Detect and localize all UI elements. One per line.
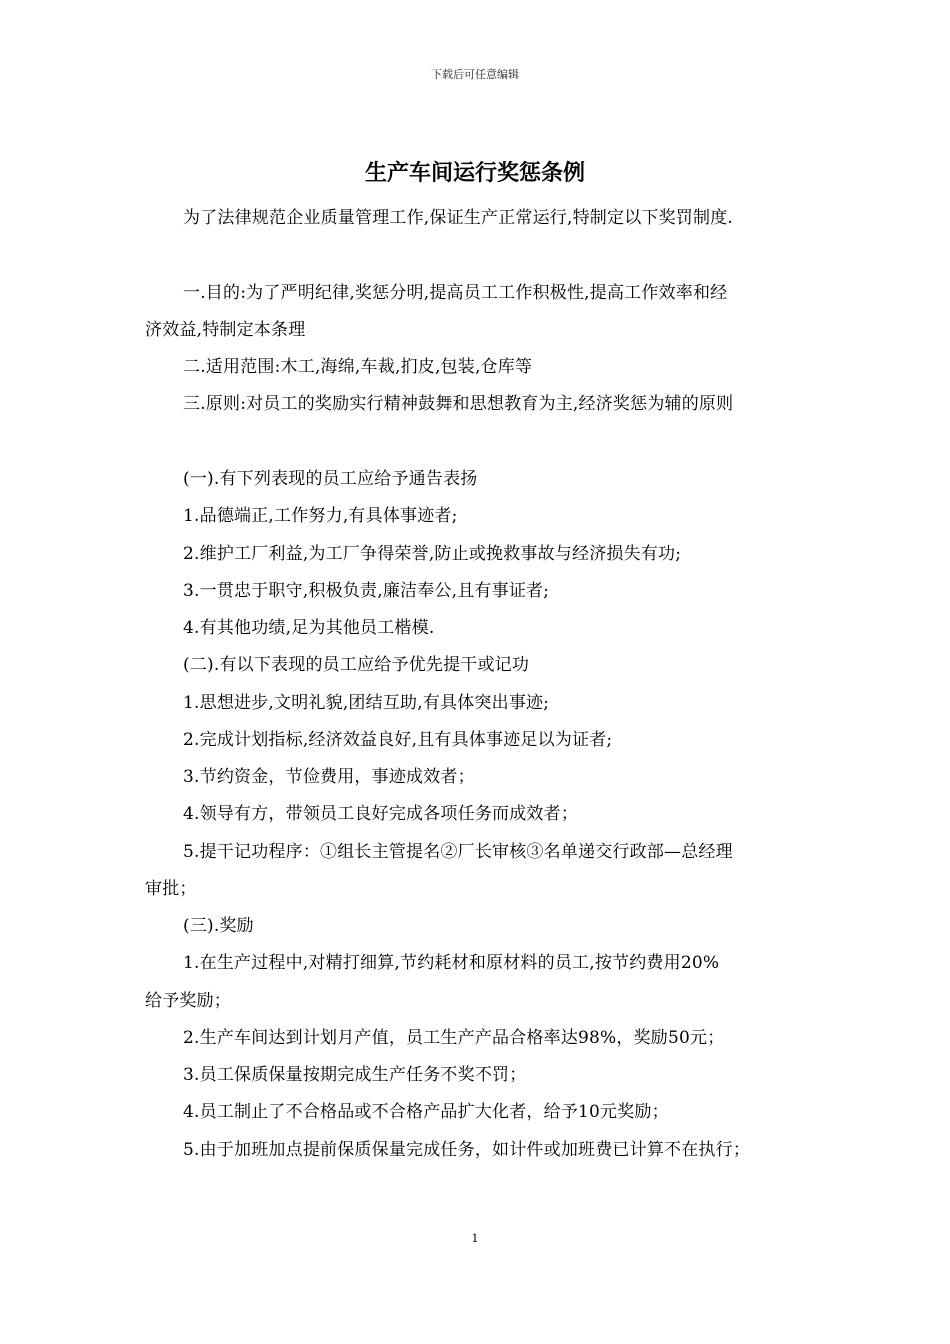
list-item: 3.员工保质保量按期完成生产任务不奖不罚； xyxy=(183,1065,527,1085)
list-item: 4.有其他功绩,足为其他员工楷模. xyxy=(183,618,435,638)
section-heading: (三).奖励 xyxy=(183,916,254,936)
page-number: 1 xyxy=(471,1232,479,1245)
paragraph-line: 二.适用范围:木工,海绵,车裁,扪皮,包装,仓库等 xyxy=(183,357,533,377)
list-item: 3.节约资金，节俭费用，事迹成效者； xyxy=(183,767,475,787)
list-item: 5.由于加班加点提前保质保量完成任务，如计件或加班费已计算不在执行； xyxy=(183,1140,751,1160)
section-heading: (一).有下列表现的员工应给予通告表扬 xyxy=(183,469,478,489)
paragraph-line: 为了法律规范企业质量管理工作,保证生产正常运行,特制定以下奖罚制度. xyxy=(183,208,734,228)
list-item: 4.领导有方，带领员工良好完成各项任务而成效者； xyxy=(183,804,579,824)
list-item: 1.思想进步,文明礼貌,团结互助,有具体突出事迹; xyxy=(183,693,550,713)
list-item: 5.提干记功程序：①组长主管提名②厂长审核③名单递交行政部—总经理 xyxy=(183,842,733,862)
paragraph-line: 一.目的:为了严明纪律,奖惩分明,提高员工工作积极性,提高工作效率和经 xyxy=(183,283,728,303)
list-item: 1.品德端正,工作努力,有具体事迹者; xyxy=(183,506,458,526)
paragraph-line: 济效益,特制定本条理 xyxy=(145,320,306,340)
list-item: 4.员工制止了不合格品或不合格产品扩大化者，给予10元奖励； xyxy=(183,1102,669,1122)
list-item: 1.在生产过程中,对精打细算,节约耗材和原材料的员工,按节约费用20% xyxy=(183,953,720,973)
list-item: 2.维护工厂利益,为工厂争得荣誉,防止或挽救事故与经济损失有功; xyxy=(183,544,682,564)
list-item: 2.完成计划指标,经济效益良好,且有具体事迹足以为证者; xyxy=(183,730,613,750)
list-item: 2.生产车间达到计划月产值，员工生产产品合格率达98%，奖励50元； xyxy=(183,1028,725,1048)
list-item: 3.一贯忠于职守,积极负责,廉洁奉公,且有事证者; xyxy=(183,581,550,601)
section-heading: (二).有以下表现的员工应给予优先提干或记功 xyxy=(183,655,530,675)
list-item-continuation: 给予奖励； xyxy=(145,991,231,1011)
header-note: 下载后可任意编辑 xyxy=(431,68,519,81)
page-title: 生产车间运行奖惩条例 xyxy=(364,161,585,186)
paragraph-line: 三.原则:对员工的奖励实行精神鼓舞和思想教育为主,经济奖惩为辅的原则 xyxy=(183,394,734,414)
list-item-continuation: 审批； xyxy=(145,879,197,899)
